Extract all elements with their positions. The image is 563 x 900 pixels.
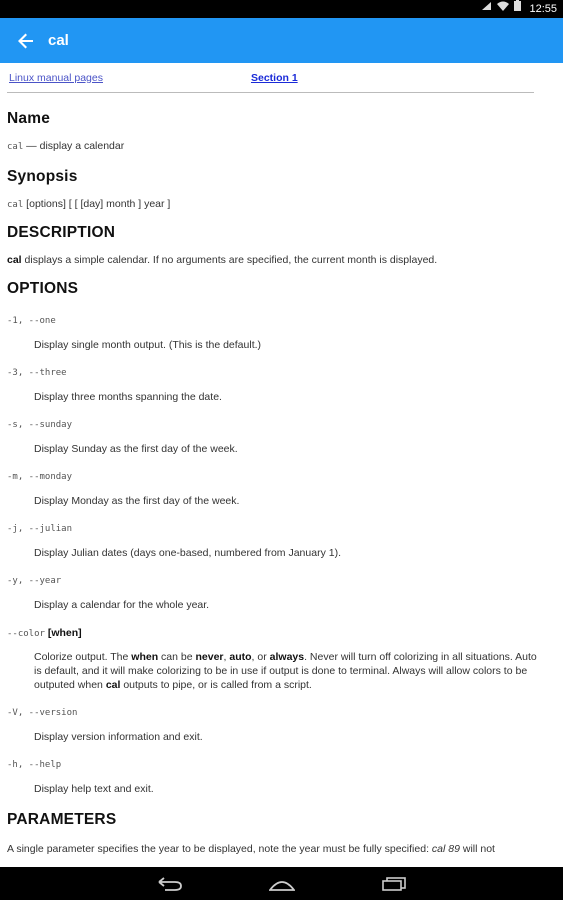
option-term: -s, --sunday	[7, 420, 73, 430]
option-desc: Display Monday as the first day of the week.	[34, 495, 240, 507]
option-term: -h, --help	[7, 760, 62, 770]
option-desc: Display a calendar for the whole year.	[34, 599, 210, 611]
option-item	[7, 754, 556, 796]
battery-icon	[514, 0, 521, 18]
option-term: -m, --monday	[7, 472, 73, 482]
option-item	[7, 310, 556, 352]
app-title: cal	[48, 32, 69, 49]
synopsis-text: cal [options] [ [ [day] month ] year ]	[7, 198, 171, 210]
option-item	[7, 466, 556, 508]
option-item	[7, 414, 556, 456]
option-desc: Display Julian dates (days one-based, numbered from January 1).	[34, 547, 341, 559]
section-parameters	[7, 811, 556, 855]
wifi-icon	[497, 0, 509, 18]
option-term: -1, --one	[7, 316, 56, 326]
synopsis-heading: Synopsis	[7, 168, 78, 185]
option-item	[7, 570, 556, 612]
option-desc: Display single month output. (This is the default.)	[34, 339, 262, 351]
arrow-back-icon[interactable]	[4, 18, 48, 63]
back-icon[interactable]	[150, 867, 190, 900]
parameters-text: A single parameter specifies the year to be displayed, note the year must be fully specified: cal 89 will not	[7, 843, 495, 855]
option-term: -3, --three	[7, 368, 67, 378]
option-desc: Display help text and exit.	[34, 783, 154, 795]
status-time: 12:55	[529, 3, 557, 15]
description-text: cal displays a simple calendar. If no arguments are specified, the current month is displayed.	[7, 254, 438, 266]
recents-icon[interactable]	[374, 867, 414, 900]
option-term: -j, --julian	[7, 524, 73, 534]
parameters-heading: PARAMETERS	[7, 811, 117, 828]
status-bar	[0, 0, 563, 18]
option-item	[7, 362, 556, 404]
home-icon[interactable]	[262, 867, 302, 900]
name-heading: Name	[7, 110, 51, 127]
option-desc: Display Sunday as the first day of the week.	[34, 443, 238, 455]
header-navline	[7, 63, 534, 93]
section-name	[7, 110, 556, 152]
option-desc: Display version information and exit.	[34, 731, 203, 743]
section-link[interactable]: Section 1	[250, 71, 298, 84]
man-page-content[interactable]	[0, 63, 563, 867]
name-text: cal — display a calendar	[7, 140, 125, 152]
signal-icon	[481, 0, 492, 18]
app-bar	[0, 18, 563, 63]
option-term: -y, --year	[7, 576, 62, 586]
section-synopsis	[7, 168, 556, 210]
option-item	[7, 702, 556, 744]
description-heading: DESCRIPTION	[7, 224, 116, 241]
section-description	[7, 224, 556, 266]
option-desc: Colorize output. The when can be never, auto, or always. Never will turn off colorizing in all situations. Auto is default, and it will make colorizing to be in use if output is done to terminal. Always will allow colors to be outputed when cal outputs to pipe, or is called from a script.	[34, 651, 537, 691]
option-term: --color [when]	[7, 627, 82, 639]
option-term: -V, --version	[7, 708, 78, 718]
section-options	[7, 280, 556, 796]
options-heading: OPTIONS	[7, 280, 79, 297]
option-item-color	[7, 622, 556, 692]
system-nav-bar	[0, 867, 563, 900]
manual-pages-link[interactable]: Linux manual pages	[9, 71, 103, 84]
option-item	[7, 518, 556, 560]
option-desc: Display three months spanning the date.	[34, 391, 222, 403]
